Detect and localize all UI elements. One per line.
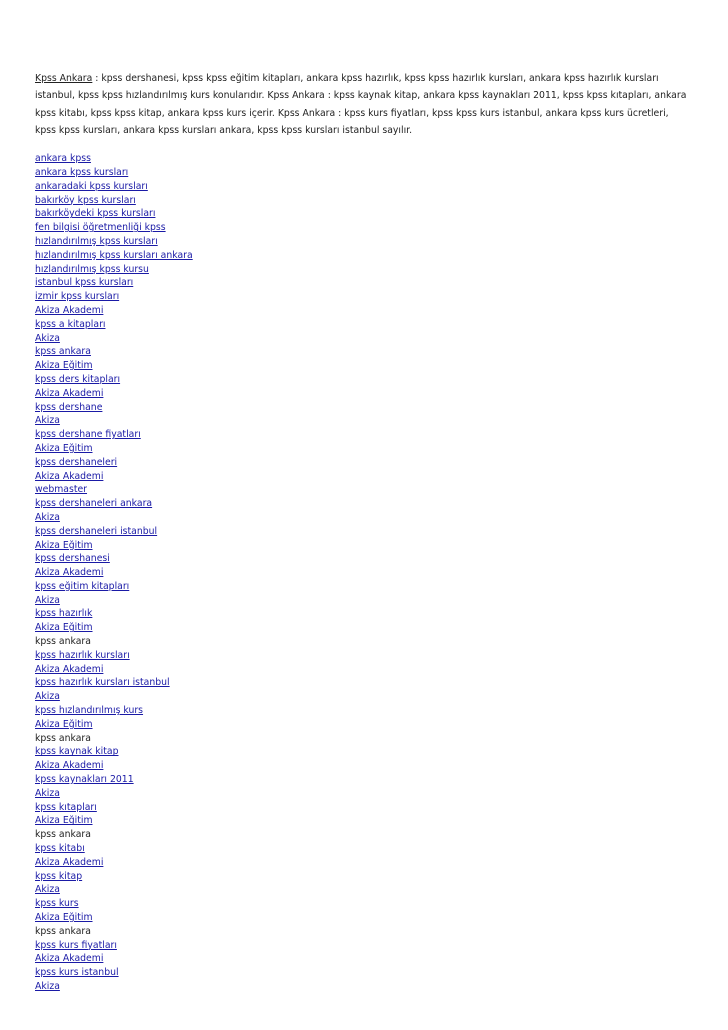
list-item[interactable] <box>35 483 690 497</box>
list-item <box>35 925 690 939</box>
list-item[interactable] <box>35 759 690 773</box>
keyword-link[interactable]: hızlandırılmış kpss kursu <box>35 263 149 275</box>
list-item[interactable] <box>35 773 690 787</box>
keyword-link[interactable]: Akiza <box>35 691 60 703</box>
list-item[interactable] <box>35 539 690 553</box>
keyword-text: kpss ankara <box>35 829 91 841</box>
keyword-link[interactable]: kpss kıtapları <box>35 801 97 813</box>
keyword-link[interactable]: Akiza Eğitim <box>35 442 93 454</box>
keyword-link[interactable]: kpss a kitapları <box>35 318 106 330</box>
keyword-link[interactable]: kpss dershaneleri ankara <box>35 498 153 510</box>
keyword-link[interactable]: Akiza Eğitim <box>35 539 93 551</box>
keyword-link[interactable]: kpss kitabı <box>35 843 85 855</box>
keyword-link[interactable]: Akiza <box>35 981 60 992</box>
keyword-link[interactable]: kpss kaynak kitap <box>35 746 119 758</box>
keyword-link[interactable]: kpss dershane <box>35 401 103 413</box>
list-item[interactable] <box>35 801 690 815</box>
list-item[interactable] <box>35 442 690 456</box>
keyword-link[interactable]: Akiza Akademi <box>35 304 104 316</box>
keyword-link[interactable]: kpss dershane fiyatları <box>35 429 141 441</box>
list-item[interactable] <box>35 911 690 925</box>
intro-text: : kpss dershanesi, kpss kpss eğitim kitapları, ankara kpss hazırlık, kpss kpss hazırlık kursları, ankara kpss hazırlık kursları istanbul, kpss kpss hızlandırılmış kurs konularıdır. Kpss Ankara : kpss kaynak kitap, ankara kpss kaynakları 2011, kpss kpss kıtapları, ankara kpss kitabı, kpss kpss kitap, ankara kpss kurs içerir. Kpss Ankara : kpss kurs fiyatları, kpss kpss kurs istanbul, ankara kpss kurs ücretleri, kpss kpss kursları, ankara kpss kursları ankara, kpss kpss kursları istanbul sayılır. <box>35 73 687 136</box>
list-item[interactable] <box>35 704 690 718</box>
keyword-link[interactable]: Akiza Akademi <box>35 953 104 965</box>
list-item[interactable] <box>35 939 690 953</box>
intro-paragraph <box>35 70 690 139</box>
keyword-link[interactable]: izmir kpss kursları <box>35 291 120 303</box>
keyword-link[interactable]: hızlandırılmış kpss kursları <box>35 235 158 247</box>
keyword-link[interactable]: kpss hazırlık kursları istanbul <box>35 677 170 689</box>
keyword-link[interactable]: kpss dershaneleri istanbul <box>35 525 158 537</box>
list-item[interactable] <box>35 180 690 194</box>
list-item <box>35 635 690 649</box>
list-item[interactable] <box>35 594 690 608</box>
intro-lead-link[interactable]: Kpss Ankara <box>35 73 93 84</box>
keyword-link[interactable]: kpss hazırlık <box>35 608 93 620</box>
keyword-link[interactable]: kpss hızlandırılmış kurs <box>35 705 144 717</box>
keyword-link[interactable]: kpss kitap <box>35 870 83 882</box>
list-item[interactable] <box>35 966 690 980</box>
list-item[interactable] <box>35 401 690 415</box>
list-item[interactable] <box>35 318 690 332</box>
list-item[interactable] <box>35 842 690 856</box>
keyword-link[interactable]: kpss dershaneleri <box>35 456 118 468</box>
keyword-text: kpss ankara <box>35 925 91 937</box>
keyword-link[interactable]: Akiza Eğitim <box>35 912 93 924</box>
keyword-link[interactable]: kpss kurs istanbul <box>35 967 119 979</box>
list-item[interactable] <box>35 718 690 732</box>
list-item[interactable] <box>35 787 690 801</box>
list-item[interactable] <box>35 428 690 442</box>
keyword-link[interactable]: Akiza <box>35 415 60 427</box>
list-item[interactable] <box>35 304 690 318</box>
keyword-link-list <box>35 152 690 994</box>
keyword-link[interactable]: ankara kpss kursları <box>35 166 129 178</box>
list-item[interactable] <box>35 152 690 166</box>
keyword-link[interactable]: kpss kurs <box>35 898 79 910</box>
list-item[interactable] <box>35 290 690 304</box>
list-item[interactable] <box>35 870 690 884</box>
list-item[interactable] <box>35 345 690 359</box>
keyword-link[interactable]: kpss hazırlık kursları <box>35 649 130 661</box>
keyword-link[interactable]: Akiza Akademi <box>35 663 104 675</box>
list-item[interactable] <box>35 387 690 401</box>
keyword-link[interactable]: Akiza Eğitim <box>35 622 93 634</box>
keyword-text: kpss ankara <box>35 732 91 744</box>
keyword-link[interactable]: kpss kaynakları 2011 <box>35 774 134 786</box>
list-item[interactable] <box>35 511 690 525</box>
keyword-link[interactable]: bakırköy kpss kursları <box>35 194 136 206</box>
keyword-link[interactable]: bakırköydeki kpss kursları <box>35 208 156 220</box>
list-item[interactable] <box>35 980 690 994</box>
keyword-link[interactable]: ankara kpss <box>35 153 91 165</box>
list-item <box>35 828 690 842</box>
keyword-link[interactable]: Akiza <box>35 594 60 606</box>
list-item[interactable] <box>35 690 690 704</box>
keyword-link[interactable]: webmaster <box>35 484 88 496</box>
list-item[interactable] <box>35 952 690 966</box>
list-item[interactable] <box>35 456 690 470</box>
list-item[interactable] <box>35 883 690 897</box>
list-item[interactable] <box>35 359 690 373</box>
keyword-link[interactable]: kpss dershanesi <box>35 553 110 565</box>
keyword-link[interactable]: kpss ankara <box>35 346 91 358</box>
keyword-link[interactable]: kpss kurs fiyatları <box>35 939 117 951</box>
list-item[interactable] <box>35 745 690 759</box>
list-item[interactable] <box>35 207 690 221</box>
list-item[interactable] <box>35 552 690 566</box>
keyword-link[interactable]: istanbul kpss kursları <box>35 277 134 289</box>
keyword-link[interactable]: Akiza <box>35 511 60 523</box>
list-item[interactable] <box>35 166 690 180</box>
keyword-link[interactable]: kpss eğitim kitapları <box>35 580 130 592</box>
list-item[interactable] <box>35 814 690 828</box>
list-item[interactable] <box>35 621 690 635</box>
keyword-link[interactable]: Akiza Akademi <box>35 760 104 772</box>
list-item <box>35 732 690 746</box>
list-item[interactable] <box>35 525 690 539</box>
list-item[interactable] <box>35 414 690 428</box>
list-item[interactable] <box>35 676 690 690</box>
keyword-link[interactable]: hızlandırılmış kpss kursları ankara <box>35 249 193 261</box>
keyword-link[interactable]: Akiza Akademi <box>35 856 104 868</box>
keyword-link[interactable]: Akiza Eğitim <box>35 718 93 730</box>
keyword-link[interactable]: Akiza Akademi <box>35 470 104 482</box>
list-item[interactable] <box>35 497 690 511</box>
keyword-link[interactable]: Akiza <box>35 884 60 896</box>
list-item[interactable] <box>35 235 690 249</box>
list-item[interactable] <box>35 897 690 911</box>
keyword-link[interactable]: ankaradaki kpss kursları <box>35 180 148 192</box>
list-item[interactable] <box>35 221 690 235</box>
list-item[interactable] <box>35 249 690 263</box>
keyword-link[interactable]: kpss ders kitapları <box>35 373 121 385</box>
keyword-link[interactable]: Akiza Eğitim <box>35 360 93 372</box>
list-item[interactable] <box>35 580 690 594</box>
list-item[interactable] <box>35 263 690 277</box>
list-item[interactable] <box>35 566 690 580</box>
list-item[interactable] <box>35 276 690 290</box>
list-item[interactable] <box>35 332 690 346</box>
keyword-link[interactable]: Akiza Akademi <box>35 387 104 399</box>
keyword-text: kpss ankara <box>35 636 91 648</box>
list-item[interactable] <box>35 373 690 387</box>
list-item[interactable] <box>35 607 690 621</box>
list-item[interactable] <box>35 194 690 208</box>
list-item[interactable] <box>35 649 690 663</box>
list-item[interactable] <box>35 470 690 484</box>
document-page <box>35 70 690 994</box>
keyword-link[interactable]: fen bilgisi öğretmenliği kpss <box>35 222 166 234</box>
keyword-link[interactable]: Akiza Akademi <box>35 567 104 579</box>
list-item[interactable] <box>35 856 690 870</box>
keyword-link[interactable]: Akiza <box>35 332 60 344</box>
keyword-link[interactable]: Akiza <box>35 787 60 799</box>
keyword-link[interactable]: Akiza Eğitim <box>35 815 93 827</box>
list-item[interactable] <box>35 663 690 677</box>
